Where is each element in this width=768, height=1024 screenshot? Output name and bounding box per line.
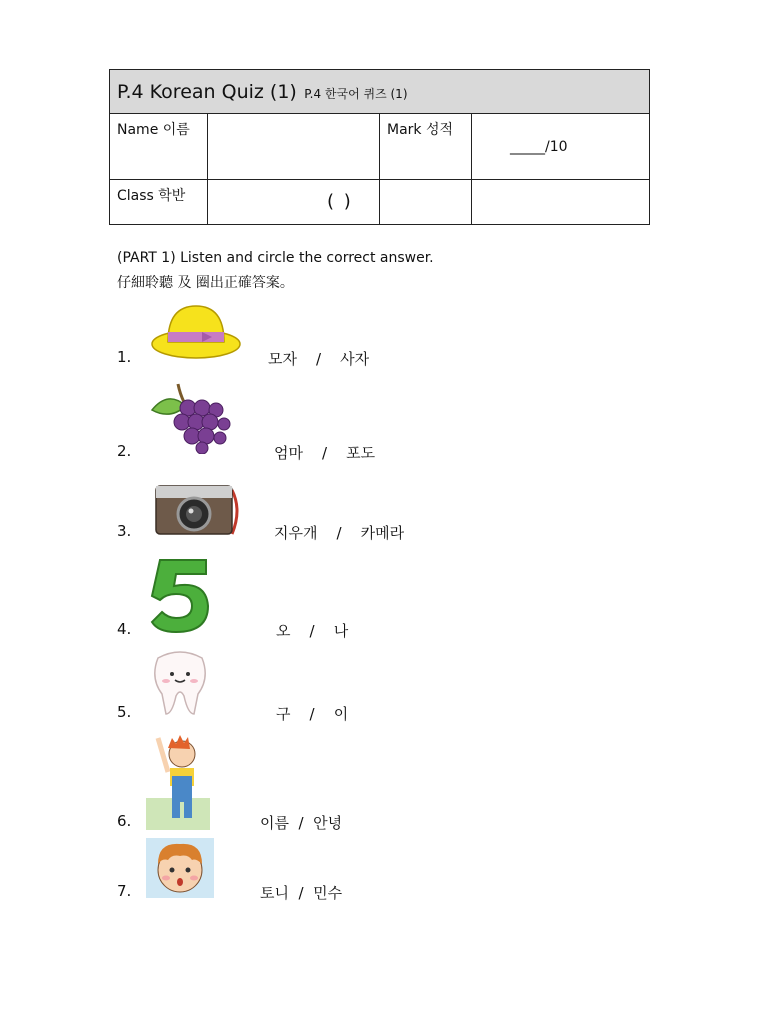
answer-choices[interactable]: 엄마 / 포도: [274, 444, 376, 462]
question-number: 7.: [117, 882, 132, 900]
instruction-chinese: 仔細聆聽 及 圈出正確答案。: [117, 275, 294, 291]
class-field[interactable]: [208, 180, 380, 225]
name-field[interactable]: [208, 114, 380, 180]
answer-choices[interactable]: 구 / 이: [276, 705, 349, 723]
tooth-icon: [150, 648, 210, 716]
grapes-icon: [148, 380, 236, 454]
answer-choices[interactable]: 이름 / 안녕: [260, 814, 343, 832]
question-number: 5.: [117, 703, 132, 721]
instruction-english: (PART 1) Listen and circle the correct answer.: [117, 250, 434, 266]
title-cell: [110, 70, 650, 114]
score-total: _____/10: [510, 139, 568, 155]
question-number: 3.: [117, 522, 132, 540]
mark-label: Mark 성적: [380, 114, 472, 180]
question-number: 2.: [117, 442, 132, 460]
answer-choices[interactable]: 모자 / 사자: [268, 350, 370, 368]
question-number: 1.: [117, 348, 132, 366]
question-number: 6.: [117, 812, 132, 830]
answer-choices[interactable]: 토니 / 민수: [260, 884, 343, 902]
quiz-title: P.4 Korean Quiz (1): [117, 80, 297, 103]
class-extra-field-2: [472, 180, 650, 225]
camera-icon: [152, 478, 244, 538]
answer-choices[interactable]: 오 / 나: [276, 622, 349, 640]
name-label: Name 이름: [110, 114, 208, 180]
class-extra-field: [380, 180, 472, 225]
quiz-title-korean: P.4 한국어 퀴즈 (1): [304, 86, 408, 101]
class-label: Class 학반: [110, 180, 208, 225]
class-number-paren: ( ): [327, 191, 353, 212]
answer-choices[interactable]: 지우개 / 카메라: [274, 524, 405, 542]
number-five-icon: [148, 556, 212, 634]
question-number: 4.: [117, 620, 132, 638]
header-table: [109, 69, 650, 225]
boy-waving-icon: [146, 732, 216, 830]
boy-face-icon: [146, 838, 214, 898]
hat-icon: [150, 300, 242, 362]
